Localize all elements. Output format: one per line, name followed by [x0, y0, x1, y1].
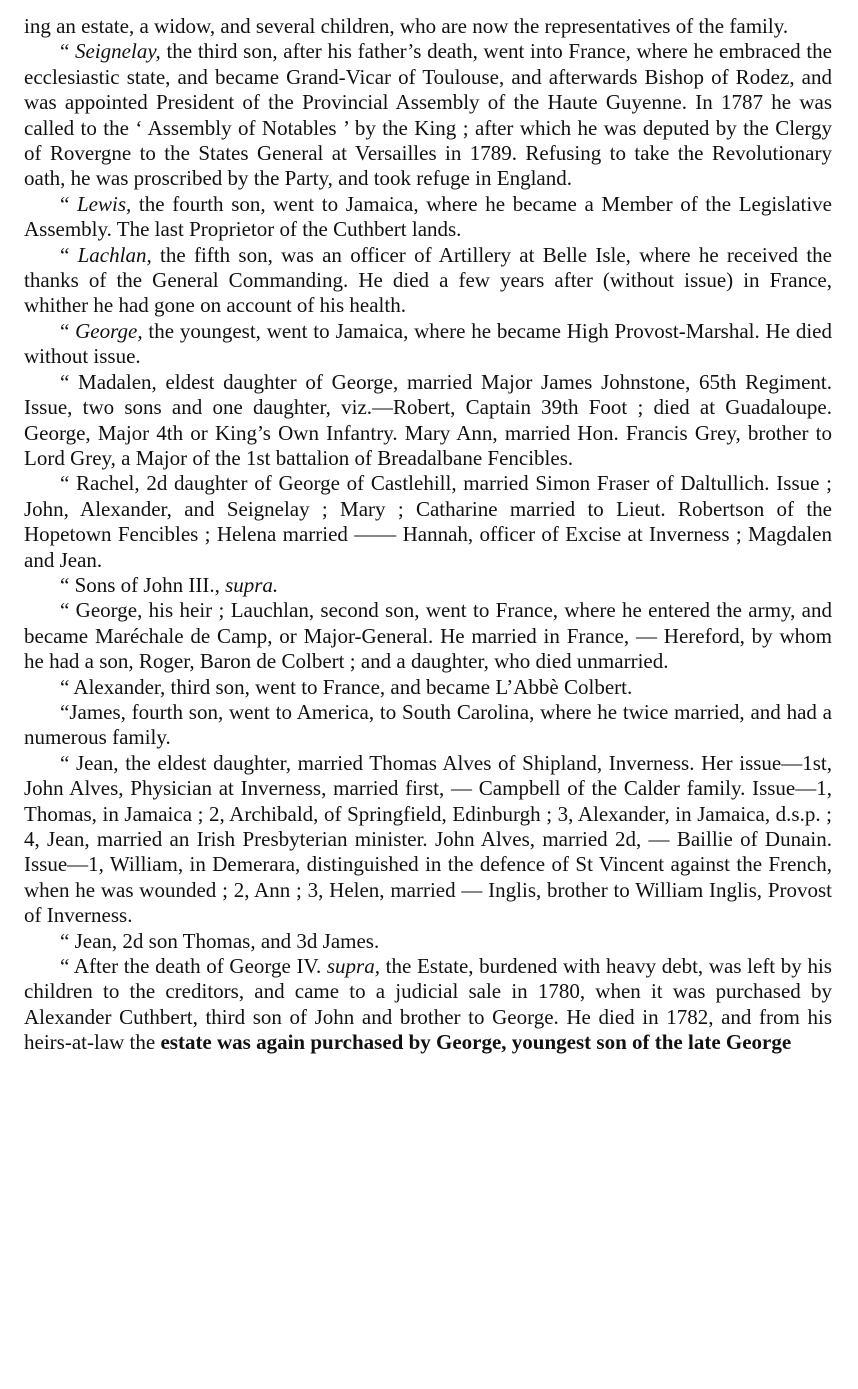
- paragraph-text-2: the Estate, burdened with heavy debt, was left by his children to the creditors, and came to a judicial sale in 1780, when it was purchased by Alexander Cuthbert, third son of John and brother to George. He died in 1782, and from his heirs-at-law the: [24, 954, 832, 1055]
- paragraph-lewis: [24, 192, 832, 243]
- paragraph-bold-tail: estate was again purchased by George, youngest son of the late George: [160, 1030, 792, 1055]
- paragraph-text: Madalen, eldest daughter of George, married Major James Johnstone, 65th Regiment. Issue, two sons and one daughter, viz.—Robert, Captain 39th Foot ; died at Guadaloupe. George, Major 4th or King’s Own Infantry. Mary Ann, married Hon. Francis Grey, brother to Lord Grey, a Major of the 1st battalion of Breadalbane Fencibles.: [24, 369, 832, 470]
- paragraph-text: the fifth son, was an officer of Artillery at Belle Isle, where he received the thanks of the General Commanding. He died a few years after (without issue) in France, whither he had gone on account of his health.: [24, 242, 832, 318]
- paragraph-lead-name: Lachlan,: [77, 242, 152, 267]
- paragraph-text: Rachel, 2d daughter of George of Castlehill, married Simon Fraser of Daltullich. Issue ; John, Alexander, and Seignelay ; Mary ; Catharine married to Lieut. Robertson of the Hopetown Fencibles ; Helena married —— Hannah, officer of Excise at Inverness ; Magdalen and Jean.: [24, 471, 832, 572]
- open-quote: “: [60, 471, 77, 496]
- open-quote: “: [60, 954, 74, 979]
- paragraph-james: [24, 700, 832, 751]
- paragraph-italic-tail: supra.: [225, 572, 279, 597]
- open-quote: “: [60, 699, 70, 724]
- paragraph-italic-mid: supra,: [326, 954, 380, 979]
- open-quote: “: [60, 191, 77, 216]
- paragraph-alexander: [24, 675, 832, 700]
- paragraph-text: Jean, 2d son Thomas, and 3d James.: [74, 928, 380, 953]
- paragraph-george: [24, 319, 832, 370]
- paragraph-text: the third son, after his father’s death, went into France, where he embraced the ecclesiastic state, and became Grand-Vicar of Toulouse, and afterwards Bishop of Rodez, and was appointed President of the Provincial Assembly of the Haute Guyenne. In 1787 he was called to the ‘ Assembly of Notables ’ by the King ; after which he was deputed by the Clergy of Rovergne to the States General at Versailles in 1789. Refusing to take the Revolutionary oath, he was proscribed by the Party, and took refuge in England.: [24, 39, 832, 191]
- open-quote: “: [60, 572, 75, 597]
- paragraph-lachlan: [24, 243, 832, 319]
- paragraph-lead-name: Seignelay,: [75, 39, 161, 64]
- paragraph-text: ing an estate, a widow, and several children, who are now the representatives of the family.: [24, 14, 789, 38]
- paragraph-seignelay: [24, 39, 832, 191]
- paragraph-jean: [24, 751, 832, 929]
- paragraph-text: After the death of George IV.: [73, 954, 327, 979]
- paragraph-george-heir: [24, 598, 832, 674]
- paragraph-after-death: [24, 954, 832, 1056]
- open-quote: “: [60, 318, 76, 343]
- paragraph-madalen: [24, 370, 832, 472]
- paragraph-text: Alexander, third son, went to France, and became L’Abbè Colbert.: [73, 674, 633, 699]
- open-quote: “: [60, 928, 75, 953]
- paragraph-text: the fourth son, went to Jamaica, where he became a Member of the Legislative Assembly. The last Proprietor of the Cuthbert lands.: [24, 191, 833, 242]
- paragraph-rachel: [24, 471, 832, 573]
- paragraph-text: the youngest, went to Jamaica, where he became High Provost-Marshal. He died without issue.: [24, 318, 832, 369]
- paragraph-lead-name: George,: [75, 318, 143, 343]
- open-quote: “: [60, 674, 74, 699]
- paragraph-lead-name: Lewis,: [76, 191, 132, 216]
- open-quote: “: [60, 242, 78, 267]
- paragraph-text: James, fourth son, went to America, to South Carolina, where he twice married, and had a numerous family.: [24, 699, 832, 750]
- paragraph-text: Sons of John III.,: [74, 572, 226, 597]
- open-quote: “: [60, 39, 76, 64]
- open-quote: “: [60, 369, 79, 394]
- paragraph-text: Jean, the eldest daughter, married Thomas Alves of Shipland, Inverness. Her issue—1st, John Alves, Physician at Inverness, married first, — Campbell of the Calder family. Issue—1, Thomas, in Jamaica ; 2, Archibald, of Springfield, Edinburgh ; 3, Alexander, in Jamaica, d.s.p. ; 4, Jean, married an Irish Presbyterian minister. John Alves, married 2d, — Baillie of Dunain. Issue—1, William, in Demerara, distinguished in the defence of St Vincent against the French, when he was wounded ; 2, Ann ; 3, Helen, married — Inglis, brother to William Inglis, Provost of Inverness.: [24, 750, 833, 928]
- open-quote: “: [60, 750, 76, 775]
- paragraph-text: George, his heir ; Lauchlan, second son, went to France, where he entered the army, and became Maréchale de Camp, or Major-General. He married in France, — Hereford, by whom he had a son, Roger, Baron de Colbert ; and a daughter, who died unmarried.: [24, 598, 833, 674]
- paragraph-sons-of-john: [24, 573, 832, 598]
- paragraph-1: [24, 14, 832, 39]
- open-quote: “: [60, 598, 76, 623]
- paragraph-jean-2d-son: [24, 929, 832, 954]
